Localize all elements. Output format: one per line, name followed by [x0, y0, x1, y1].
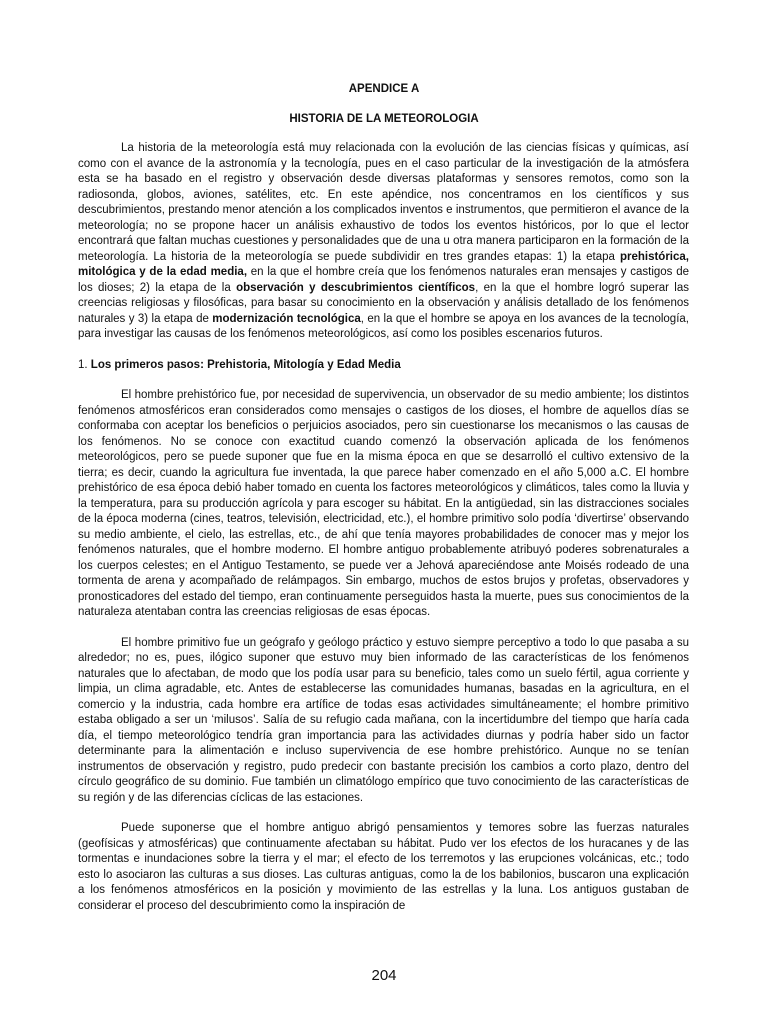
intro-paragraph	[78, 141, 689, 343]
intro-text-2: en la que el hombre creía que los fenómenos naturales eran mensajes y castigos de los dioses; 2) la etapa de la	[78, 266, 689, 294]
body-paragraph-2: El hombre primitivo fue un geógrafo y geólogo práctico y estuvo siempre perceptivo a todo lo que pasaba a su alrededor; no es, pues, ilógico suponer que estuvo muy bien informado de las características de los fenómenos naturales que lo afectaban, de modo que los podía usar para su beneficio, tales como un suelo fértil, agua corriente y limpia, un clima agradable, etc. Antes de establecerse las comunidades humanas, basadas en la agricultura, en el comercio y la industria, cada hombre era artífice de todas esas actividades simultáneamente; el hombre primitivo estaba obligado a ser un ‘milusos’. Salía de su refugio cada mañana, con la incertidumbre del tiempo que haría cada día, el tiempo meteorológico tendría gran importancia para las actividades diurnas y podría haber sido un factor determinante para la alimentación e incluso supervivencia de ese hombre prehistórico. Aunque no se tenían instrumentos de observación y registro, pudo predecir con bastante precisión los cambios a corto plazo, dentro del círculo geográfico de su dominio. Fue también un climatólogo empírico que tuvo conocimiento de las características de su región y de las diferencias cíclicas de las estaciones.	[78, 636, 689, 804]
intro-bold-stage-1: prehistórica, mitológica y de la edad media,	[78, 250, 689, 278]
intro-bold-stage-2: observación y descubrimientos científicos	[236, 281, 476, 294]
body-paragraph-1: El hombre prehistórico fue, por necesidad de supervivencia, un observador de su medio ambiente; los distintos fenómenos atmosféricos eran considerados como mensajes o castigos de los dioses, el hombre de aquellos días se conformaba con aceptar los beneficios o perjuicios asociados, pero sin cuestionarse los mecanismos o las causas de los fenómenos. No se conoce con exactitud cuando comenzó la observación aplicada de los fenómenos meteorológicos, pero se puede suponer que fue en la misma época en que se desarrolló el cultivo extensivo de la tierra; es decir, cuando la agricultura fue inventada, la que parece haber comenzado en el año 5,000 a.C. El hombre prehistórico de esa época debió haber tomado en cuenta los factores meteorológicos y climáticos, tales como la lluvia y la temperatura, para su producción agrícola y para escoger su hábitat. En la antigüedad, sin las distracciones sociales de la época moderna (cines, teatros, televisión, electricidad, etc.), el hombre primitivo solo podía ‘divertirse’ observando su medio ambiente, el cielo, las estrellas, etc., de ahí que tenía mayores probabilidades de conocer mas y mejor los fenómenos naturales, que el hombre moderno. El hombre antiguo probablemente atribuyó poderes sobrenaturales a los cuerpos celestes; en el Antiguo Testamento, se puede ver a Jehová apareciéndose ante Moisés rodeado de una tormenta de arena y acompañado de relámpagos. Sin embargo, muchos de estos brujos y profetas, observadores y pronosticadores del estado del tiempo, eran continuamente perseguidos hasta la muerte, pues sus conocimientos de la naturaleza atentaban contra las creencias religiosas de esas épocas.	[78, 389, 689, 618]
document-title: HISTORIA DE LA METEOROLOGIA	[289, 113, 479, 125]
appendix-label: APENDICE A	[348, 83, 420, 95]
section-1-number: 1.	[78, 358, 88, 371]
intro-text-4: , en la que el hombre se apoya en los avances de la tecnología, para investigar las causas de los fenómenos meteorológicos, así como los posibles escenarios futuros.	[78, 312, 689, 340]
page-number: 204	[371, 967, 397, 984]
intro-text-1: La historia de la meteorología está muy relacionada con la evolución de las ciencias físicas y químicas, así como con el avance de la astronomía y la tecnología, pues en el caso particular de la investigación de la atmósfera esta se ha basado en el registro y observación desde diversas plataformas y sensores remotos, como son la radiosonda, globos, aviones, satélites, etc. En este apéndice, nos concentramos en los científicos y sus descubrimientos, prestando menor atención a los complicados inventos e instrumentos, que permitieron el avance de la meteorología; no se propone hacer un análisis exhaustivo de todos los eventos históricos, por lo que el lector encontrará que faltan muchas cuestiones y personalidades que de una u otra manera participaron en la formación de la meteorología. La historia de la meteorología se puede subdividir en tres grandes etapas: 1) la etapa	[78, 142, 689, 263]
intro-text-3: , en la que el hombre logró superar las creencias religiosas y filosóficas, para basar su conocimiento en la observación y análisis detallado de los fenómenos naturales y 3) la etapa de	[78, 281, 689, 325]
intro-bold-stage-3: modernización tecnológica	[212, 312, 361, 325]
document-body	[78, 141, 689, 914]
body-paragraph-3: Puede suponerse que el hombre antiguo abrigó pensamientos y temores sobre las fuerzas naturales (geofísicas y atmosféricas) que continuamente afectaban su hábitat. Pudo ver los efectos de los huracanes y de las tormentas e inundaciones sobre la tierra y el mar; el efecto de los terremotos y las erupciones volcánicas, etc.; todo esto lo asociaron las culturas a sus dioses. Las culturas antiguas, como la de los babilonios, buscaron una explicación a los fenómenos atmosféricos en la posición y movimiento de las estrellas y la luna. Los antiguos gustaban de considerar el proceso del descubrimiento como la inspiración de	[78, 822, 689, 912]
section-1-title: Los primeros pasos: Prehistoria, Mitología y Edad Media	[90, 358, 401, 371]
section-1-heading	[78, 358, 689, 374]
